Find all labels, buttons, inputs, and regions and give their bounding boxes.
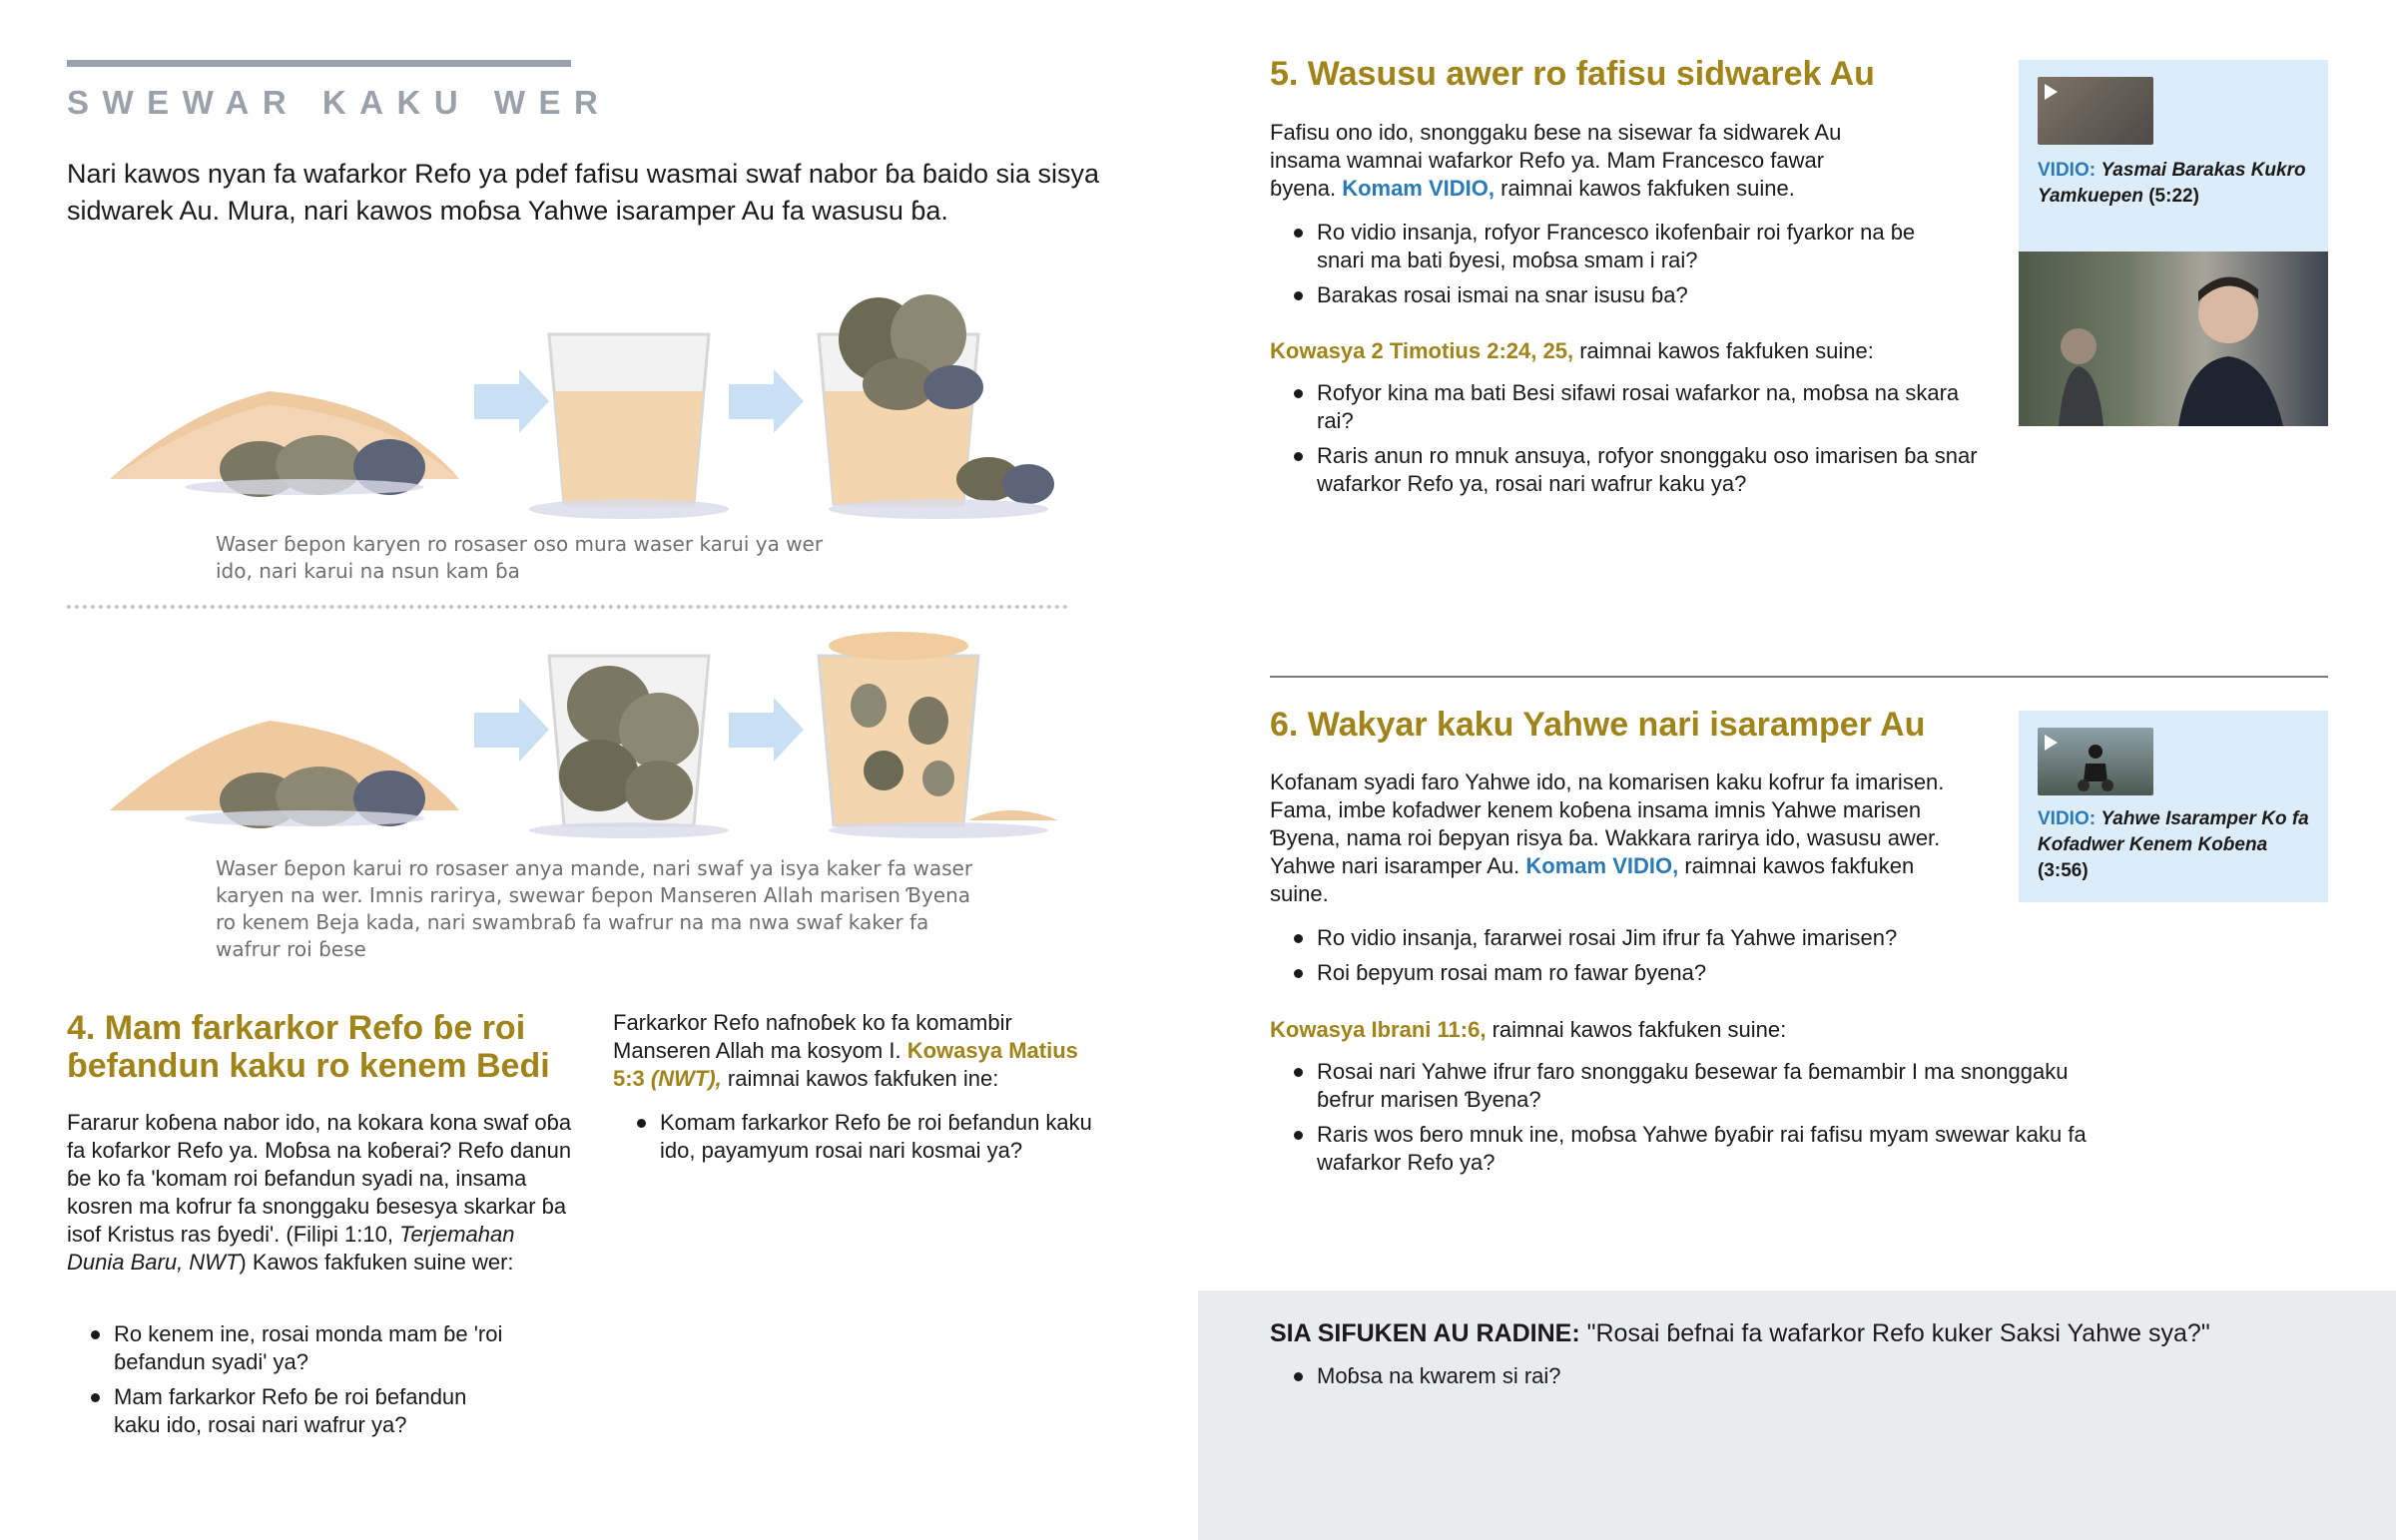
panel-label: SIA SIFUKEN AU RADINE: [1270,1319,1580,1347]
section-4-paragraph-end: ) Kawos fakfuken suine wer: [239,1250,514,1275]
bullet-dot [1294,452,1303,461]
list-item [67,1320,506,1376]
bullet-dot [637,1119,646,1128]
bullet-text: Rosai nari Yahwe ifrur faro snonggaku ɓesewar fa ɓemambir I ma snonggaku ɓefrur marisen Ɓyena? [1317,1059,2069,1112]
section-6-video-questions [1270,924,1989,994]
video-caption [2038,806,2317,884]
bullet-text: Rofyor kina ma bati Besi sifawi rosai wafarkor na, moɓsa na skara rai? [1317,380,1960,433]
list-item [1270,1362,2069,1390]
bullet-dot [91,1330,100,1339]
scripture-link-ibrani[interactable]: Kowasya Ibrani 11:6, [1270,1017,1487,1042]
watch-video-link[interactable]: Komam VIDIO, [1525,853,1679,878]
video-label: VIDIO: [2038,160,2096,181]
video-label: VIDIO: [2038,808,2096,829]
bullet-dot [1294,969,1303,978]
list-item [1270,442,1989,498]
list-item [1270,379,1989,435]
illustration-sand-first [100,279,1068,524]
dotted-divider [67,605,1068,609]
illustration-rocks-first [100,621,1068,845]
video-box-section-5[interactable] [2019,60,2328,426]
section-5-paragraph-main: Fafisu ono ido, snonggaku ɓese na sisewar fa sidwarek Au insama wamnai wafarkor Refo ya. Mam Francesco fawar ɓyena. [1270,120,1842,201]
section-5-paragraph [1270,119,1859,203]
list-item [1270,1121,2128,1177]
section-4-title: 4. Mam farkarkor Refo ɓe roi ɓefandun kaku ro kenem Bedi [67,1009,550,1085]
panel-question-text: "Rosai ɓefnai fa wafarkor Refo kuker Saksi Yahwe sya?" [1586,1319,2210,1347]
bullet-text: Raris wos ɓero mnuk ine, moɓsa Yahwe ɓyaɓir rai fafisu myam swewar kaku fa wafarkor Refo ya? [1317,1122,2087,1175]
deep-section-intro: Nari kawos nyan fa wafarkor Refo ya pdef fafisu wasmai swaf nabor ɓa ɓaido sia sisya sidwarek Au. Mura, nari kawos moɓsa Yahwe isaramper Au fa wasusu ɓa. [67,159,1100,226]
section-6-title: 6. Wakyar kaku Yahwe nari isaramper Au [1270,706,1926,744]
play-icon[interactable] [2045,84,2058,100]
section-4-paragraph-italic: Terjemahan Dunia Baru, NWT [67,1222,515,1275]
bullet-dot [1294,229,1303,238]
discussion-panel [1198,1290,2396,1540]
video-duration: (3:56) [2038,860,2089,881]
section-4-col2-text: Farkarkor Refo nafnoɓek ko fa komambir Manseren Allah ma kosyom I. [613,1010,1012,1063]
deep-section-bar [67,60,571,67]
list-item [1270,924,1989,952]
video-title: Yahwe Isaramper Ko fa Kofadwer Kenem Koɓena [2038,808,2309,855]
scripture-link-matius[interactable]: Kowasya Matius 5:3 [613,1038,1078,1091]
bullet-dot [1294,389,1303,398]
section-6-scripture [1270,1016,2029,1044]
deep-section-label: SWEWAR KAKU WER [67,84,612,121]
bullet-text: Barakas rosai ismai na snar isusu ɓa? [1317,282,1688,307]
section-5-video-questions [1270,219,1929,316]
video-caption [2038,158,2317,210]
section-4-col2-end: raimnai kawos fakfuken ine: [727,1066,999,1091]
bullet-dot [1294,1131,1303,1140]
section-5-scripture [1270,337,2029,365]
section-4-paragraph [67,1109,576,1277]
caption-rocks-first: Waser ɓepon karui ro rosaser anya mande, nari swaf ya isya kaker fa waser karyen na wer. Imnis rarirya, swewar ɓepon Manseren Allah marisen Ɓyena ro kenem Beja kada, nari swambraɓ fa wafrur na ma nwa swaf kaker fa wafrur roi ɓese [216,856,973,961]
bullet-text: Raris anun ro mnuk ansuya, rofyor snonggaku oso imarisen ɓa snar wafarkor Refo ya, rosai nari wafrur kaku ya? [1317,443,1978,496]
list-item [1270,219,1929,274]
video-duration: (5:22) [2148,186,2199,207]
bullet-dot [1294,1068,1303,1077]
section-4-questions [67,1320,506,1446]
section-5-scripture-end: raimnai kawos fakfuken suine: [1579,338,1874,363]
scripture-link-timotius[interactable]: Kowasya 2 Timotius 2:24, 25, [1270,338,1574,363]
video-title: Yasmai Barakas Kukro Yamkuepen [2038,160,2306,207]
section-4-paragraph-main: Fararur koɓena nabor ido, na kokara kona swaf oɓa fa kofarkor Refo ya. Moɓsa na koɓerai? Refo danun ɓe ko fa 'komam roi ɓefandun syadi na, insama kosren ma kofrur fa snonggaku ɓesesya skarkar ɓa isof Kristus ras ɓyedi'. (Filipi 1:10, [67,1110,572,1247]
list-item [67,1383,506,1439]
list-item [1270,281,1929,309]
section-4-column-2 [613,1009,1092,1093]
section-5-paragraph-end: raimnai kawos fakfuken suine. [1500,176,1795,201]
section-6-paragraph [1270,769,1979,908]
panel-question [1270,1317,2368,1349]
bullet-text: Moɓsa na kwarem si rai? [1317,1363,1561,1388]
caption-sand-first: Waser ɓepon karyen ro rosaser oso mura waser karui ya wer ido, nari karui na nsun kam ɓa [216,532,824,583]
bullet-dot [91,1393,100,1402]
bullet-dot [1294,291,1303,300]
bullet-dot [1294,934,1303,943]
list-item [1270,959,1989,987]
section-4-col2-questions [613,1109,1132,1172]
play-icon[interactable] [2045,735,2058,751]
section-6-paragraph-main: Kofanam syadi faro Yahwe ido, na komarisen kaku kofrur fa imarisen. Fama, imbe kofadwer kenem koɓena insama imnis Yahwe marisen Ɓyena, nama roi ɓepyan risya ɓa. Wakkara rarirya ido, wasusu awer. Yahwe nari isaramper Au. [1270,770,1945,878]
watch-video-link[interactable]: Komam VIDIO, [1342,176,1495,201]
list-item [613,1109,1132,1165]
section-6-paragraph-end: raimnai kawos fakfuken suine. [1270,853,1915,906]
bullet-text: Mam farkarkor Refo ɓe roi ɓefandun kaku ido, rosai nari wafrur ya? [114,1384,467,1437]
section-5-title: 5. Wasusu awer ro fafisu sidwarek Au [1270,55,1875,93]
video-thumbnail-small[interactable] [2038,728,2153,795]
bullet-text: Ro kenem ine, rosai monda mam ɓe 'roi ɓefandun syadi' ya? [114,1321,503,1374]
bullet-text: Ro vidio insanja, fararwei rosai Jim ifrur fa Yahwe imarisen? [1317,925,1898,950]
bullet-dot [1294,1372,1303,1381]
section-6-scripture-questions [1270,1058,2128,1184]
section-divider [1270,676,2328,678]
panel-questions [1270,1362,2069,1397]
bullet-text: Roi ɓepyum rosai mam ro fawar ɓyena? [1317,960,1707,985]
video-thumbnail-small[interactable] [2038,77,2153,145]
section-6-scripture-end: raimnai kawos fakfuken suine: [1492,1017,1787,1042]
bullet-text: Ro vidio insanja, rofyor Francesco ikofenɓair roi fyarkor na ɓe snari ma bati ɓyesi, moɓsa smam i rai? [1317,220,1916,272]
scripture-link-nwt[interactable]: (NWT), [650,1066,722,1091]
video-box-section-6[interactable] [2019,711,2328,902]
list-item [1270,1058,2128,1114]
section-5-scripture-questions [1270,379,1989,505]
video-still-image[interactable] [2019,252,2328,426]
bullet-text: Komam farkarkor Refo ɓe roi ɓefandun kaku ido, payamyum rosai nari kosmai ya? [660,1110,1092,1163]
